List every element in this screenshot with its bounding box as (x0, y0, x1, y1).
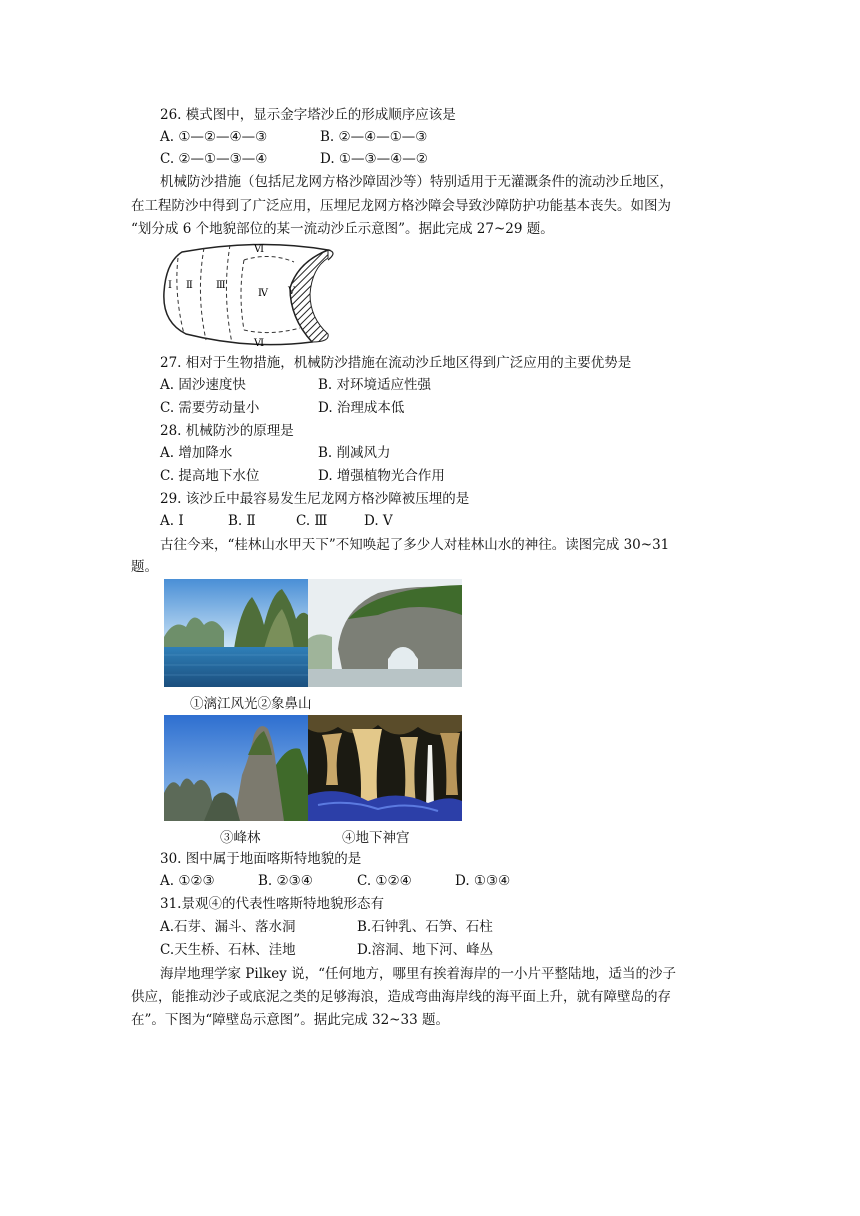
q31-option-b: B.石钟乳、石笋、石柱 (357, 919, 493, 935)
intro-30-line-1: 古往今来，“桂林山水甲天下”不知唤起了多少人对桂林山水的神往。读图完成 30~31 (160, 537, 670, 553)
q29-stem: 29. 该沙丘中最容易发生尼龙网方格沙障被压埋的是 (160, 491, 470, 507)
dune-label-iii: Ⅲ (216, 280, 226, 291)
q28-option-c: C. 提高地下水位 (160, 468, 260, 484)
photo-elephant-trunk-hill (308, 579, 462, 687)
dune-division-line (177, 258, 184, 334)
q28-stem: 28. 机械防沙的原理是 (160, 423, 294, 439)
dune-division-line (226, 245, 232, 343)
q28-option-b: B. 削减风力 (318, 445, 391, 461)
intro-27-line-1: 机械防沙措施（包括尼龙网方格沙障固沙等）特别适用于无灌溉条件的流动沙丘地区， (160, 174, 673, 190)
q31-option-d: D.溶洞、地下河、峰丛 (357, 942, 494, 958)
q30-option-d: D. ①③④ (455, 873, 511, 889)
dune-label-v: Ⅴ (288, 286, 296, 297)
q30-option-b: B. ②③④ (258, 873, 313, 889)
dune-division-line (244, 328, 300, 333)
caption-photo-4: ④地下神宫 (342, 830, 410, 846)
dune-label-vi-top: Ⅵ (254, 244, 265, 255)
q28-option-d: D. 增强植物光合作用 (318, 468, 445, 484)
dune-division-line (241, 260, 244, 330)
q30-option-c: C. ①②④ (357, 873, 412, 889)
q26-option-c: C. ②—①—③—④ (160, 151, 268, 167)
q31-option-c: C.天生桥、石林、洼地 (160, 942, 296, 958)
q29-option-c: C. Ⅲ (296, 513, 328, 529)
q26-option-b: B. ②—④—①—③ (320, 129, 428, 145)
q29-option-b: B. Ⅱ (228, 513, 256, 529)
caption-photo-3: ③峰林 (220, 830, 261, 846)
dune-label-vi-bottom: Ⅵ (254, 338, 265, 349)
q28-option-a: A. 增加降水 (160, 445, 233, 461)
q30-option-a: A. ①②③ (160, 873, 215, 889)
q26-stem: 26. 模式图中，显示金字塔沙丘的形成顺序应该是 (160, 107, 456, 123)
intro-30-line-2: 题。 (131, 559, 158, 575)
q27-option-b: B. 对环境适应性强 (318, 377, 432, 393)
q26-option-a: A. ①—②—④—③ (160, 129, 268, 145)
dune-diagram (160, 238, 360, 350)
intro-27-line-3: “划分成 6 个地貌部位的某一流动沙丘示意图”。据此完成 27~29 题。 (131, 221, 554, 237)
intro-32-line-3: 在”。下图为“障壁岛示意图”。据此完成 32~33 题。 (131, 1012, 449, 1028)
q27-option-d: D. 治理成本低 (318, 400, 405, 416)
dune-division-line (200, 248, 206, 340)
dune-division-line (244, 256, 294, 262)
dune-label-ii: Ⅱ (186, 280, 193, 291)
q27-stem: 27. 相对于生物措施，机械防沙措施在流动沙丘地区得到广泛应用的主要优势是 (160, 355, 632, 371)
intro-32-line-1: 海岸地理学家 Pilkey 说，“任何地方，哪里有挨着海岸的一小片平整陆地，适当的沙子 (160, 966, 676, 982)
dune-label-iv: Ⅳ (258, 288, 268, 299)
photo-li-river (164, 579, 308, 687)
intro-27-line-2: 在工程防沙中得到了广泛应用，压埋尼龙网方格沙障会导致沙障防护功能基本丧失。如图为 (131, 198, 671, 214)
q27-option-c: C. 需要劳动量小 (160, 400, 260, 416)
q29-option-d: D. Ⅴ (364, 513, 393, 529)
q31-option-a: A.石芽、漏斗、落水洞 (160, 919, 296, 935)
q29-option-a: A. Ⅰ (160, 513, 184, 529)
dune-label-i: Ⅰ (168, 280, 172, 291)
dune-slip-face (290, 250, 328, 342)
photo-underground-palace (308, 715, 462, 821)
q30-stem: 30. 图中属于地面喀斯特地貌的是 (160, 851, 362, 867)
intro-32-line-2: 供应，能推动沙子或底泥之类的足够海浪，造成弯曲海岸线的海平面上升，就有障壁岛的存 (131, 989, 671, 1005)
photo-peak-forest (164, 715, 308, 821)
q31-stem: 31.景观④的代表性喀斯特地貌形态有 (160, 896, 384, 912)
q27-option-a: A. 固沙速度快 (160, 377, 246, 393)
caption-photos-1-2: ①漓江风光②象鼻山 (190, 696, 312, 712)
dune-crest (328, 250, 333, 260)
q26-option-d: D. ①—③—④—② (320, 151, 428, 167)
